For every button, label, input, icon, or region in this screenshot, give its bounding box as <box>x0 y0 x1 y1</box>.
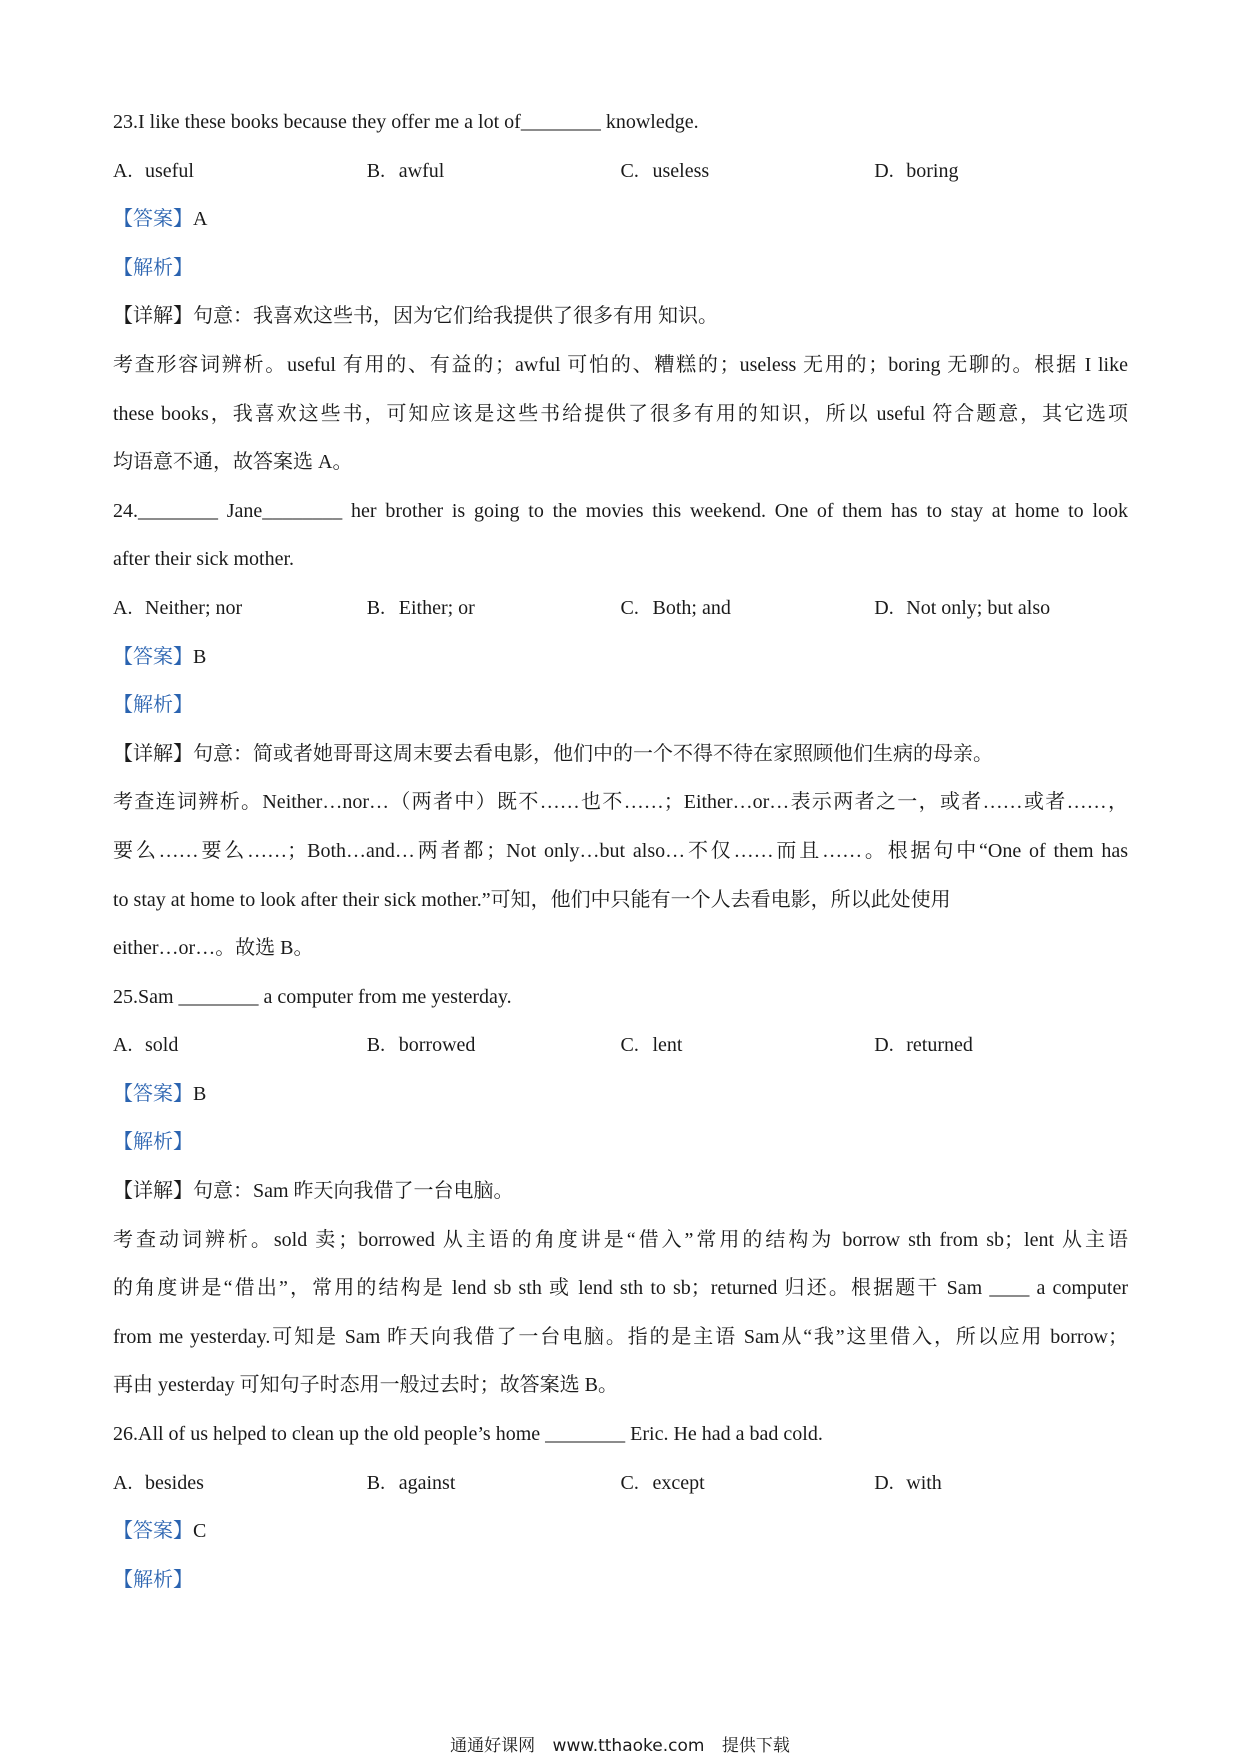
analysis-label: 【解析】 <box>113 1131 193 1154</box>
page-footer <box>0 1731 1240 1756</box>
option-a: A. besides <box>113 1471 204 1494</box>
option-b: B. against <box>366 1471 456 1494</box>
detail-label: 【详解】 <box>113 1180 193 1203</box>
analysis-line <box>113 244 1128 293</box>
question-25-options <box>113 1021 1128 1070</box>
footer-url[interactable]: www.tthaoke.com <box>552 1736 705 1756</box>
analysis-line <box>113 681 1128 730</box>
detail-line: 【详解】句意：简或者她哥哥这周末要去看电影，他们中的一个不得不待在家照顾他们生病的母亲。 <box>113 742 993 765</box>
detail-label: 【详解】 <box>113 742 193 765</box>
question-23-stem: 23.I like these books because they offer me a lot of________ knowledge. <box>113 111 699 133</box>
detail-text: 考查动词辨析。sold 卖；borrowed 从主语的角度讲是“借入”常用的结构为 borrow sth from sb；lent 从主语 <box>113 1228 1128 1251</box>
document-page <box>113 98 1128 1604</box>
question-24-options <box>113 584 1128 633</box>
answer-label: 【答案】 <box>113 1520 193 1543</box>
option-c: C. except <box>620 1471 705 1494</box>
answer-label: 【答案】 <box>113 645 193 668</box>
option-c: C. Both; and <box>620 596 731 619</box>
answer-line <box>113 195 1128 244</box>
detail-text: 考查形容词辨析。useful 有用的、有益的；awful 可怕的、糟糕的；useless 无用的；boring 无聊的。根据 I like <box>113 353 1128 376</box>
answer-line <box>113 633 1128 682</box>
detail-text: these books，我喜欢这些书，可知应该是这些书给提供了很多有用的知识，所以 useful 符合题意，其它选项 <box>113 402 1128 425</box>
detail-text: 再由 yesterday 可知句子时态用一般过去时；故答案选 B。 <box>113 1374 618 1397</box>
analysis-label: 【解析】 <box>113 694 193 717</box>
option-d: D. Not only; but also <box>874 596 1051 619</box>
analysis-line <box>113 1556 1128 1605</box>
detail-text: 均语意不通，故答案选 A。 <box>113 451 353 474</box>
option-d: D. returned <box>874 1034 973 1057</box>
option-d: D. boring <box>874 159 959 182</box>
detail-label: 【详解】 <box>113 305 193 328</box>
option-c: C. useless <box>620 159 710 182</box>
detail-text: either…or…。故选 B。 <box>113 937 314 960</box>
footer-note: 提供下载 <box>721 1736 790 1756</box>
question-24-stem-cont: after their sick mother. <box>113 548 295 571</box>
detail-line: 【详解】句意：我喜欢这些书，因为它们给我提供了很多有用 知识。 <box>113 305 718 328</box>
answer-value: B <box>193 645 207 668</box>
detail-line: 【详解】句意：Sam 昨天向我借了一台电脑。 <box>113 1180 514 1203</box>
analysis-label: 【解析】 <box>113 256 193 279</box>
option-a: A. sold <box>113 1034 179 1057</box>
question-24-stem: 24.________ Jane________ her brother is going to the movies this weekend. One of them has to stay at home to look <box>113 499 1128 522</box>
question-23-options <box>113 147 1128 196</box>
option-a: A. useful <box>113 159 194 182</box>
detail-text: 考查连词辨析。Neither…nor…（两者中）既不……也不……；Either…or…表示两者之一，或者……或者……， <box>113 791 1128 814</box>
question-26-options <box>113 1459 1128 1508</box>
detail-text: from me yesterday.可知是 Sam 昨天向我借了一台电脑。指的是主语 Sam从“我”这里借入，所以应用 borrow； <box>113 1325 1128 1348</box>
option-a: A. Neither; nor <box>113 596 243 619</box>
answer-line <box>113 1507 1128 1556</box>
detail-text: 要么……要么……；Both…and…两者都；Not only…but also…不仅……而且……。根据句中“One of them has <box>113 839 1128 862</box>
option-d: D. with <box>874 1471 942 1494</box>
answer-label: 【答案】 <box>113 1082 193 1105</box>
answer-value: B <box>193 1082 207 1105</box>
question-26-stem: 26.All of us helped to clean up the old people’s home ________ Eric. He had a bad cold. <box>113 1423 823 1446</box>
footer-site-name: 通通好课网 <box>450 1736 536 1756</box>
answer-label: 【答案】 <box>113 208 193 231</box>
analysis-label: 【解析】 <box>113 1568 193 1591</box>
answer-line <box>113 1070 1128 1119</box>
option-b: B. borrowed <box>366 1034 476 1057</box>
detail-text: 的角度讲是“借出”，常用的结构是 lend sb sth 或 lend sth to sb；returned 归还。根据题干 Sam ____ a computer <box>113 1277 1128 1300</box>
option-c: C. lent <box>620 1034 683 1057</box>
answer-value: A <box>193 208 208 231</box>
option-b: B. Either; or <box>366 596 475 619</box>
detail-text: to stay at home to look after their sick mother.”可知，他们中只能有一个人去看电影，所以此处使用 <box>113 888 951 911</box>
answer-value: C <box>193 1520 207 1543</box>
question-25-stem: 25.Sam ________ a computer from me yesterday. <box>113 985 512 1008</box>
analysis-line <box>113 1118 1128 1167</box>
option-b: B. awful <box>366 159 445 182</box>
